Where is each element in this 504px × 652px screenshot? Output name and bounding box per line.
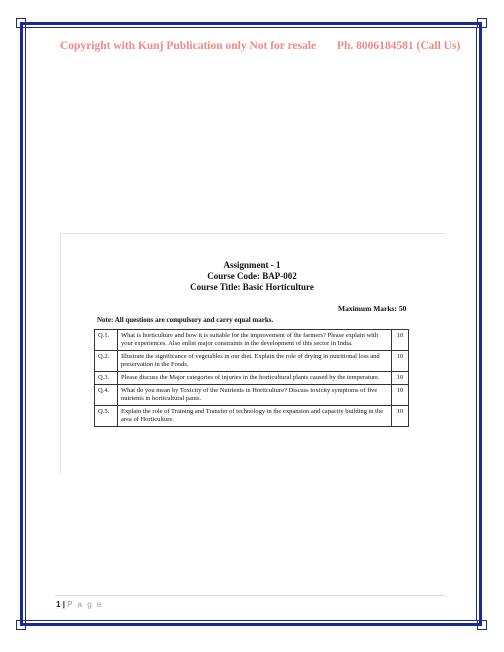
footer-divider: [55, 595, 445, 596]
page-number: 1: [56, 600, 61, 609]
question-number: Q.2.: [95, 351, 118, 372]
question-marks: 10: [392, 406, 409, 427]
border-corner-bottom-left: [16, 620, 26, 630]
table-row: [95, 372, 409, 385]
copyright-banner: [60, 40, 460, 52]
question-marks: 10: [392, 372, 409, 385]
question-number: Q.1.: [95, 330, 118, 351]
max-marks: Maximum Marks: 50: [338, 304, 407, 313]
question-number: Q.3.: [95, 372, 118, 385]
table-row: [95, 351, 409, 372]
border-corner-bottom-right: [477, 620, 487, 630]
assignment-title-block: [0, 260, 504, 293]
border-corner-top-right: [477, 18, 487, 28]
border-corner-top-left: [16, 18, 26, 28]
page-separator: |: [62, 600, 65, 609]
question-number: Q.4.: [95, 385, 118, 406]
question-number: Q.5.: [95, 406, 118, 427]
question-text: What do you mean by Toxicity of the Nutrients in Horticulture? Discuss toxicity symptoms of five nutrients in horticultural pants.: [118, 385, 392, 406]
question-text: Please discuss the Major categories of injuries in the horticultural plants caused by the temperature.: [118, 372, 392, 385]
table-row: [95, 406, 409, 427]
page-word: P a g e: [67, 600, 103, 609]
question-marks: 10: [392, 330, 409, 351]
table-row: [95, 330, 409, 351]
question-marks: 10: [392, 351, 409, 372]
course-title: Course Title: Basic Horticulture: [190, 282, 314, 292]
copyright-text: Copyright with Kunj Publication only Not for resale: [60, 40, 317, 52]
course-code: Course Code: BAP-002: [207, 271, 297, 281]
questions-table: [94, 329, 409, 427]
question-text: Illustrate the significance of vegetables in our diet. Explain the role of drying in nutritional loss and preservation in the Foods.: [118, 351, 392, 372]
page-footer: [56, 600, 103, 609]
question-text: Explain the role of Training and Transfer of technology in the expansion and capacity building in the area of Horticulture.: [118, 406, 392, 427]
table-row: [95, 385, 409, 406]
assignment-title: Assignment - 1: [223, 260, 281, 270]
question-marks: 10: [392, 385, 409, 406]
note-text: Note: All questions are compulsory and carry equal marks.: [97, 316, 274, 324]
phone-text: Ph. 8006184581 (Call Us): [336, 40, 461, 52]
question-text: What is horticulture and how it is suitable for the improvement of the farmers? Please explain with your experiences. Also enlist major constraints in the development of this sector in India.: [118, 330, 392, 351]
